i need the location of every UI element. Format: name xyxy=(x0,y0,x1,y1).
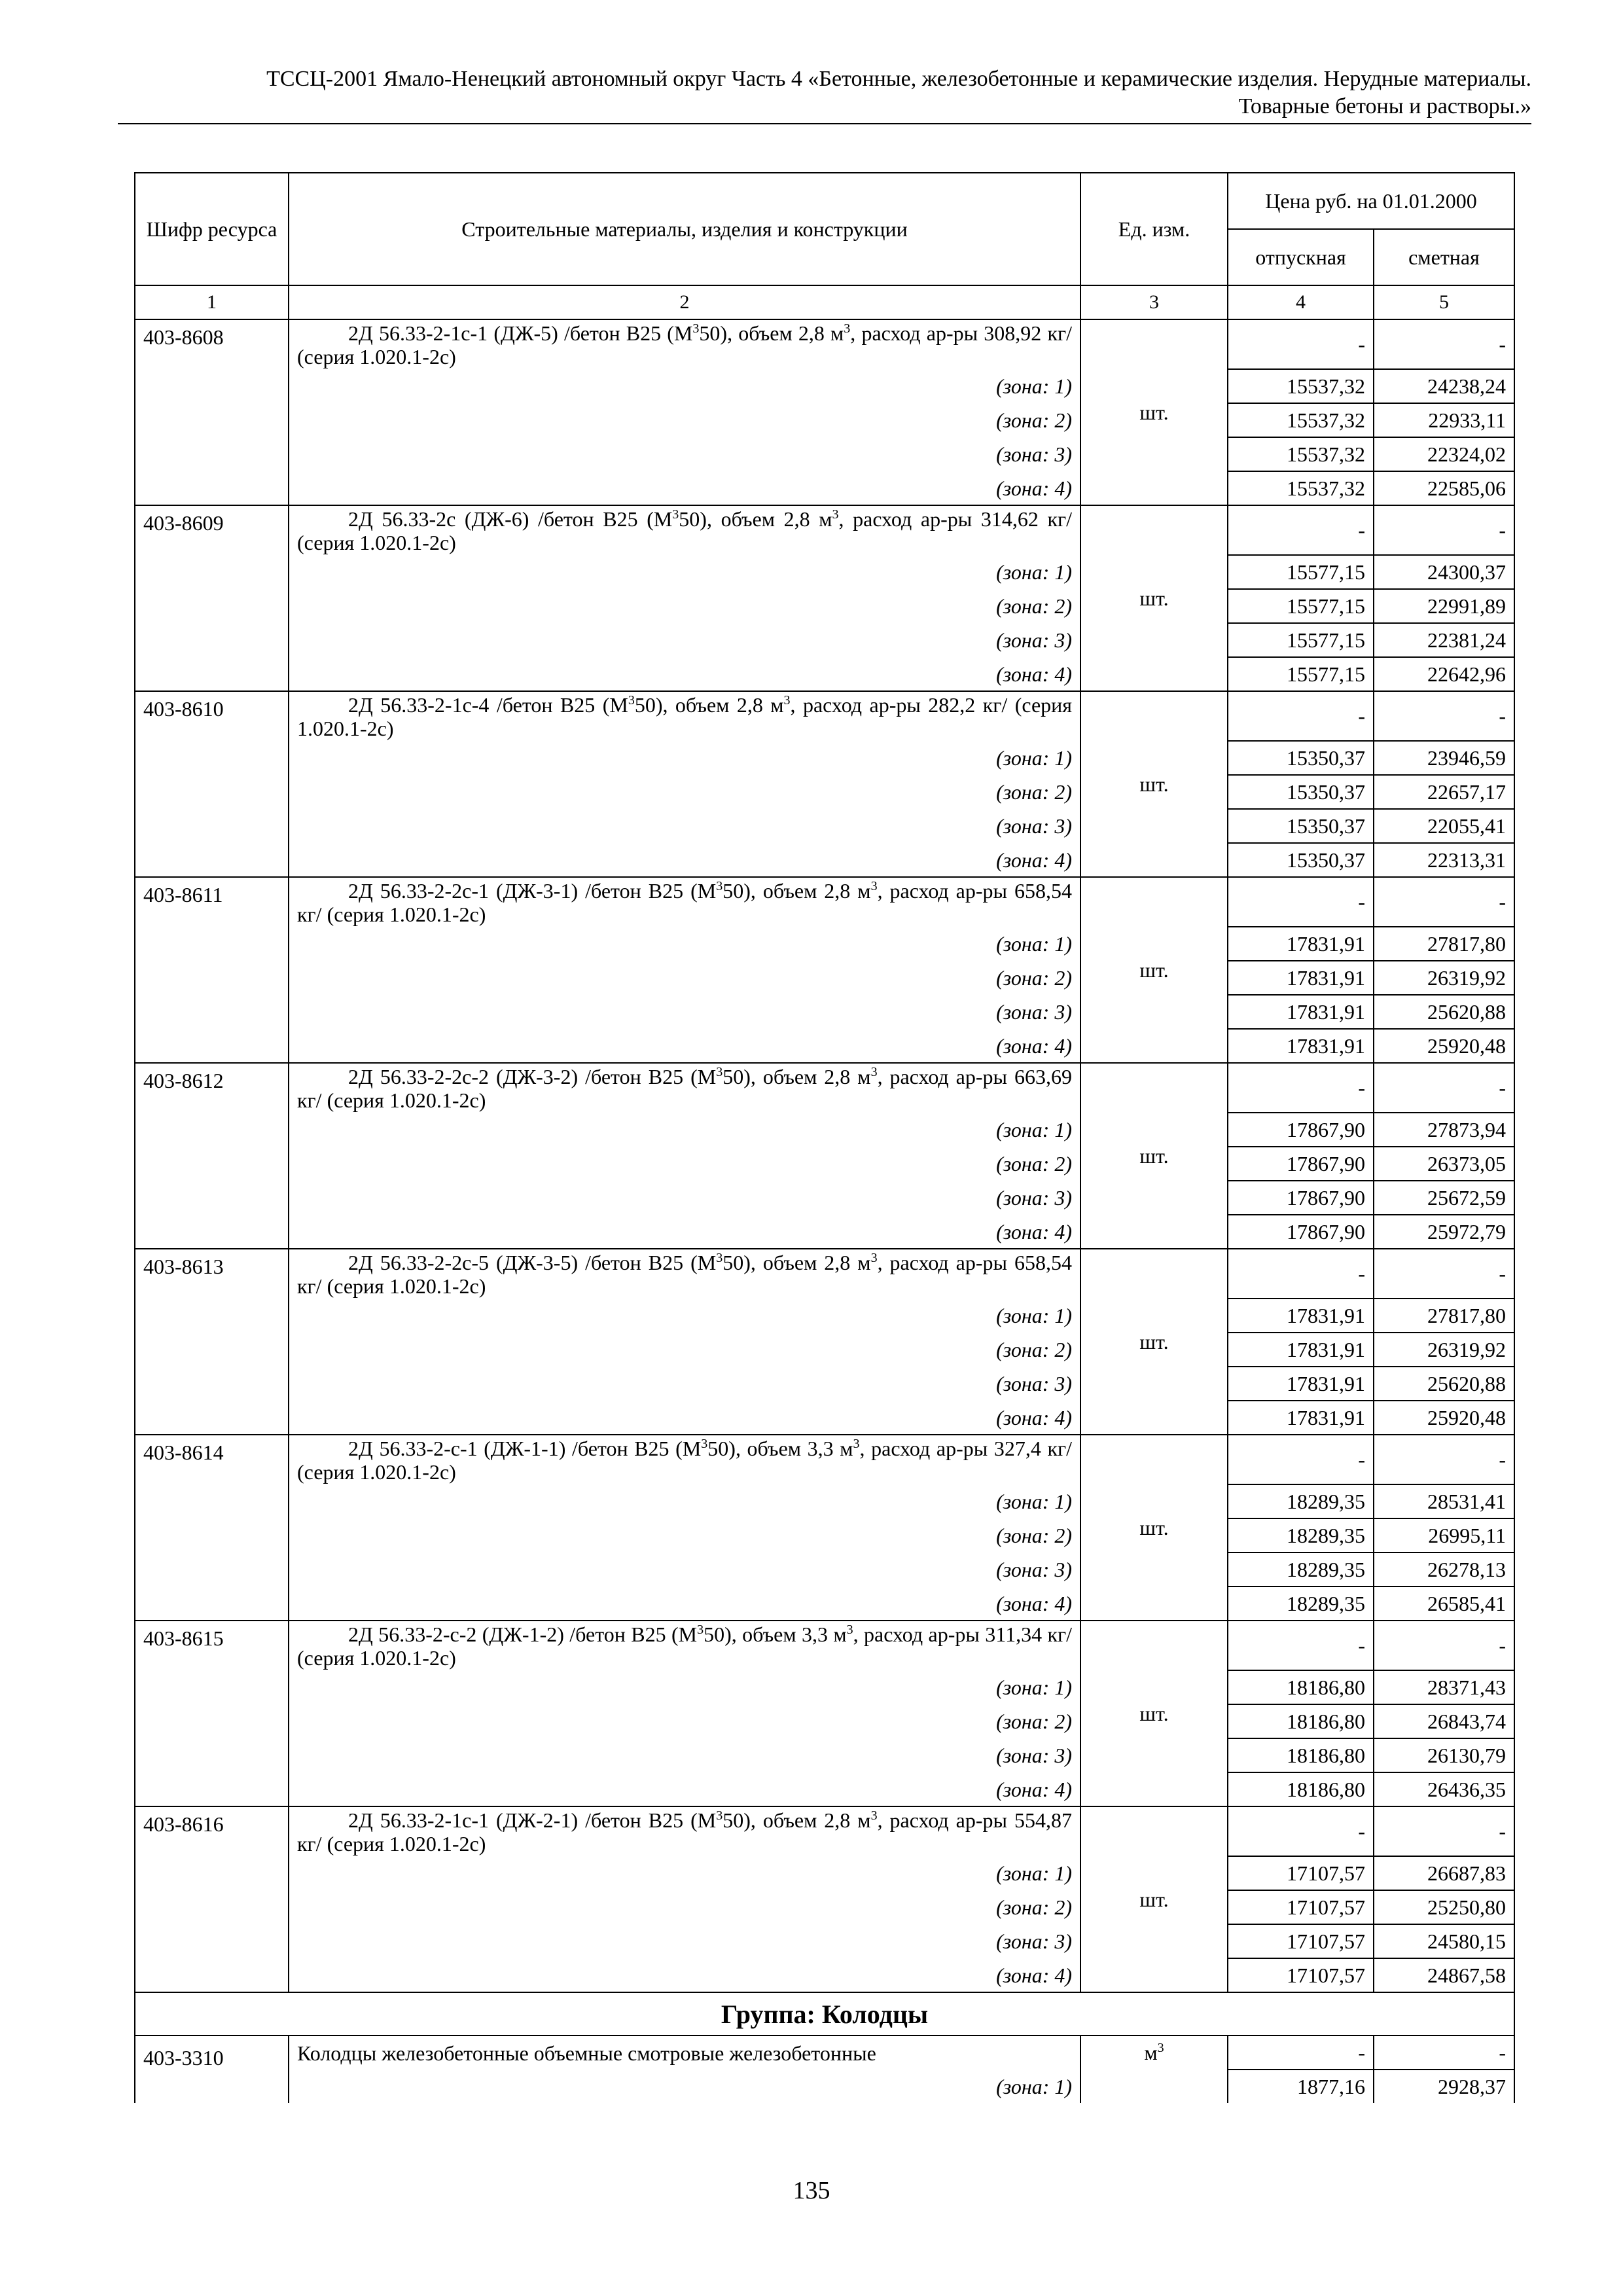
release-price: 17867,90 xyxy=(1228,1113,1374,1147)
release-price: 17831,91 xyxy=(1228,995,1374,1029)
zone-row xyxy=(135,1856,1514,1890)
estimate-price: 22055,41 xyxy=(1374,809,1514,843)
superscript: 3 xyxy=(832,507,839,522)
resource-code: 403-8610 xyxy=(135,691,289,877)
resource-code: 403-8615 xyxy=(135,1621,289,1806)
release-price-empty: - xyxy=(1228,877,1374,927)
zone-row xyxy=(135,1333,1514,1367)
release-price-empty: - xyxy=(1228,2036,1374,2070)
item-description-part-1: 2Д 56.33-2с (ДЖ-6) /бетон В25 (М xyxy=(348,507,673,531)
estimate-price: 22933,11 xyxy=(1374,403,1514,437)
estimate-price: 24580,15 xyxy=(1374,1924,1514,1958)
estimate-price: 23946,59 xyxy=(1374,741,1514,775)
superscript: 3 xyxy=(853,1436,860,1451)
estimate-price: 22642,96 xyxy=(1374,657,1514,691)
group-row xyxy=(135,1992,1514,2036)
zone-row xyxy=(135,1587,1514,1621)
zone-label: (зона: 1) xyxy=(289,1299,1080,1333)
release-price-empty: - xyxy=(1228,1249,1374,1299)
estimate-price: 22657,17 xyxy=(1374,775,1514,809)
release-price: 18289,35 xyxy=(1228,1587,1374,1621)
release-price: 17831,91 xyxy=(1228,1367,1374,1401)
zone-label: (зона: 3) xyxy=(289,995,1080,1029)
zone-row xyxy=(135,1924,1514,1958)
item-description-part-2: 50), объем 2,8 м xyxy=(722,1250,871,1274)
resource-code: 403-8616 xyxy=(135,1806,289,1992)
zone-row xyxy=(135,1890,1514,1924)
item-description-part-1: 2Д 56.33-2-2с-2 (ДЖ-3-2) /бетон В25 (М xyxy=(348,1064,717,1088)
zone-label: (зона: 2) xyxy=(289,589,1080,623)
release-price: 15537,32 xyxy=(1228,369,1374,403)
estimate-price-empty: - xyxy=(1374,1435,1514,1484)
zone-row xyxy=(135,1029,1514,1063)
superscript: 3 xyxy=(870,878,878,893)
superscript: 3 xyxy=(870,1250,878,1265)
unit-cell: шт. xyxy=(1080,1435,1228,1621)
release-price: 18186,80 xyxy=(1228,1704,1374,1738)
unit-cell: шт. xyxy=(1080,505,1228,691)
zone-label: (зона: 3) xyxy=(289,437,1080,471)
item-description-part-1: 2Д 56.33-2-1с-4 /бетон В25 (М xyxy=(348,692,628,717)
table-row xyxy=(135,1621,1514,1670)
release-price: 18289,35 xyxy=(1228,1484,1374,1518)
item-description-part-2: 50), объем 2,8 м xyxy=(722,1064,871,1088)
item-description xyxy=(289,691,1080,741)
estimate-price-empty: - xyxy=(1374,1063,1514,1113)
superscript: 3 xyxy=(628,692,635,708)
zone-row xyxy=(135,1518,1514,1552)
zone-label: (зона: 1) xyxy=(289,369,1080,403)
zone-row xyxy=(135,555,1514,589)
estimate-price: 22991,89 xyxy=(1374,589,1514,623)
superscript: 3 xyxy=(716,1064,723,1079)
release-price-empty: - xyxy=(1228,1621,1374,1670)
estimate-price-empty: - xyxy=(1374,2036,1514,2070)
unit-cell: шт. xyxy=(1080,877,1228,1063)
unit-cell: шт. xyxy=(1080,1249,1228,1435)
zone-label: (зона: 2) xyxy=(289,1518,1080,1552)
superscript: 3 xyxy=(844,321,851,336)
release-price: 18186,80 xyxy=(1228,1670,1374,1704)
estimate-price: 28371,43 xyxy=(1374,1670,1514,1704)
zone-label: (зона: 3) xyxy=(289,1924,1080,1958)
header-line-2: Товарные бетоны и растворы.» xyxy=(1238,94,1531,118)
zone-row xyxy=(135,1552,1514,1587)
release-price: 15350,37 xyxy=(1228,843,1374,877)
estimate-price: 25620,88 xyxy=(1374,995,1514,1029)
release-price: 17867,90 xyxy=(1228,1181,1374,1215)
resource-code: 403-8608 xyxy=(135,319,289,505)
zone-label: (зона: 1) xyxy=(289,1856,1080,1890)
item-description xyxy=(289,1063,1080,1113)
estimate-price-empty: - xyxy=(1374,877,1514,927)
estimate-price: 22381,24 xyxy=(1374,623,1514,657)
estimate-price: 24867,58 xyxy=(1374,1958,1514,1992)
item-description-part-3: , расход ар-ры 308,92 кг/ (серия 1.020.1-2с) xyxy=(297,321,1073,368)
table-row xyxy=(135,319,1514,369)
release-price: 15537,32 xyxy=(1228,403,1374,437)
release-price: 15350,37 xyxy=(1228,775,1374,809)
item-description-part-3: , расход ар-ры 311,34 кг/ (серия 1.020.1-2с) xyxy=(297,1622,1073,1670)
estimate-price-empty: - xyxy=(1374,1806,1514,1856)
estimate-price: 26130,79 xyxy=(1374,1738,1514,1772)
zone-row xyxy=(135,1772,1514,1806)
release-price: 18289,35 xyxy=(1228,1518,1374,1552)
estimate-price: 22313,31 xyxy=(1374,843,1514,877)
resource-code: 403-8613 xyxy=(135,1249,289,1435)
unit-cell xyxy=(1080,2036,1228,2103)
table-row xyxy=(135,2036,1514,2070)
estimate-price: 24300,37 xyxy=(1374,555,1514,589)
release-price: 17831,91 xyxy=(1228,927,1374,961)
page-number: 135 xyxy=(793,2177,830,2204)
zone-label: (зона: 4) xyxy=(289,1587,1080,1621)
estimate-price: 24238,24 xyxy=(1374,369,1514,403)
zone-label: (зона: 4) xyxy=(289,471,1080,505)
estimate-price: 2928,37 xyxy=(1374,2070,1514,2103)
superscript: 3 xyxy=(692,321,700,336)
unit-text: м xyxy=(1144,2041,1158,2064)
release-price: 15577,15 xyxy=(1228,657,1374,691)
zone-label: (зона: 2) xyxy=(289,1890,1080,1924)
zone-label: (зона: 3) xyxy=(289,1738,1080,1772)
estimate-price: 27817,80 xyxy=(1374,1299,1514,1333)
zone-label: (зона: 4) xyxy=(289,1029,1080,1063)
table-row xyxy=(135,691,1514,741)
zone-row xyxy=(135,369,1514,403)
unit-cell: шт. xyxy=(1080,1806,1228,1992)
item-description-part-3: , расход ар-ры 314,62 кг/ (серия 1.020.1-2с) xyxy=(297,507,1072,554)
col-number-3: 3 xyxy=(1080,285,1228,319)
item-description-part-3: , расход ар-ры 282,2 кг/ (серия 1.020.1-2с) xyxy=(297,692,1073,740)
item-description xyxy=(289,505,1080,555)
item-description-part-2: 50), объем 3,3 м xyxy=(707,1436,853,1460)
estimate-price: 25972,79 xyxy=(1374,1215,1514,1249)
col-release-header: отпускная xyxy=(1228,229,1374,285)
superscript: 3 xyxy=(701,1436,708,1451)
item-description-part-2: 50), объем 2,8 м xyxy=(679,507,832,531)
estimate-price: 26373,05 xyxy=(1374,1147,1514,1181)
release-price-empty: - xyxy=(1228,1806,1374,1856)
table-row xyxy=(135,1249,1514,1299)
zone-label: (зона: 3) xyxy=(289,623,1080,657)
item-description-part-3: , расход ар-ры 658,54 кг/ (серия 1.020.1-2с) xyxy=(297,1250,1073,1298)
item-description-part-2: 50), объем 2,8 м xyxy=(634,692,784,717)
resource-code: 403-8609 xyxy=(135,505,289,691)
estimate-price-empty: - xyxy=(1374,319,1514,369)
release-price: 17831,91 xyxy=(1228,1299,1374,1333)
superscript: 3 xyxy=(716,1808,723,1823)
col-number-2: 2 xyxy=(289,285,1080,319)
zone-row xyxy=(135,927,1514,961)
zone-label: (зона: 1) xyxy=(289,1484,1080,1518)
table-header xyxy=(135,173,1514,319)
item-description-part-2: 50), объем 2,8 м xyxy=(722,878,871,903)
estimate-price: 26585,41 xyxy=(1374,1587,1514,1621)
release-price-empty: - xyxy=(1228,1435,1374,1484)
col-estimate-header: сметная xyxy=(1374,229,1514,285)
zone-label: (зона: 4) xyxy=(289,1958,1080,1992)
col-number-5: 5 xyxy=(1374,285,1514,319)
zone-label: (зона: 1) xyxy=(289,1670,1080,1704)
zone-label: (зона: 1) xyxy=(289,927,1080,961)
item-description xyxy=(289,1806,1080,1856)
col-code-header: Шифр ресурса xyxy=(135,173,289,285)
price-table xyxy=(134,172,1515,2103)
item-description-part-2: 50), объем 3,3 м xyxy=(704,1622,847,1646)
group-title: Группа: Колодцы xyxy=(135,1992,1514,2036)
estimate-price: 26278,13 xyxy=(1374,1552,1514,1587)
estimate-price: 25620,88 xyxy=(1374,1367,1514,1401)
zone-label: (зона: 2) xyxy=(289,1704,1080,1738)
zone-label: (зона: 1) xyxy=(289,741,1080,775)
resource-code: 403-8612 xyxy=(135,1063,289,1249)
zone-row xyxy=(135,657,1514,691)
zone-row xyxy=(135,1367,1514,1401)
superscript: 3 xyxy=(870,1064,878,1079)
zone-row xyxy=(135,1704,1514,1738)
zone-label: (зона: 2) xyxy=(289,775,1080,809)
table-row xyxy=(135,1063,1514,1113)
release-price: 17867,90 xyxy=(1228,1215,1374,1249)
zone-label: (зона: 3) xyxy=(289,1552,1080,1587)
release-price: 17107,57 xyxy=(1228,1890,1374,1924)
item-description-part-3: , расход ар-ры 554,87 кг/ (серия 1.020.1-2с) xyxy=(297,1808,1073,1856)
estimate-price: 26319,92 xyxy=(1374,961,1514,995)
zone-label: (зона: 4) xyxy=(289,657,1080,691)
release-price: 17831,91 xyxy=(1228,1029,1374,1063)
zone-label: (зона: 4) xyxy=(289,843,1080,877)
unit-cell: шт. xyxy=(1080,1621,1228,1806)
release-price: 1877,16 xyxy=(1228,2070,1374,2103)
release-price: 17831,91 xyxy=(1228,1333,1374,1367)
release-price-empty: - xyxy=(1228,505,1374,555)
zone-label: (зона: 1) xyxy=(289,1113,1080,1147)
item-description-part-1: 2Д 56.33-2-с-1 (ДЖ-1-1) /бетон В25 (М xyxy=(348,1436,702,1460)
col-number-4: 4 xyxy=(1228,285,1374,319)
item-description xyxy=(289,319,1080,369)
superscript: 3 xyxy=(716,1250,723,1265)
estimate-price: 27817,80 xyxy=(1374,927,1514,961)
resource-code: 403-8611 xyxy=(135,877,289,1063)
item-description xyxy=(289,1249,1080,1299)
col-name-header: Строительные материалы, изделия и конструкции xyxy=(289,173,1080,285)
zone-row xyxy=(135,1299,1514,1333)
release-price: 15577,15 xyxy=(1228,589,1374,623)
release-price-empty: - xyxy=(1228,1063,1374,1113)
estimate-price: 22585,06 xyxy=(1374,471,1514,505)
estimate-price: 22324,02 xyxy=(1374,437,1514,471)
zone-row xyxy=(135,1401,1514,1435)
header-divider xyxy=(118,123,1531,124)
release-price: 18186,80 xyxy=(1228,1738,1374,1772)
release-price-empty: - xyxy=(1228,319,1374,369)
item-description: Колодцы железобетонные объемные смотровые железобетонные xyxy=(289,2036,1080,2070)
zone-row xyxy=(135,995,1514,1029)
release-price: 17831,91 xyxy=(1228,961,1374,995)
release-price: 15537,32 xyxy=(1228,471,1374,505)
estimate-price: 26319,92 xyxy=(1374,1333,1514,1367)
zone-row xyxy=(135,1484,1514,1518)
table-row xyxy=(135,1435,1514,1484)
release-price: 17867,90 xyxy=(1228,1147,1374,1181)
estimate-price-empty: - xyxy=(1374,1621,1514,1670)
zone-row xyxy=(135,1958,1514,1992)
estimate-price: 27873,94 xyxy=(1374,1113,1514,1147)
release-price: 15577,15 xyxy=(1228,623,1374,657)
zone-label: (зона: 3) xyxy=(289,1367,1080,1401)
resource-code: 403-8614 xyxy=(135,1435,289,1621)
zone-label: (зона: 4) xyxy=(289,1772,1080,1806)
item-description-part-2: 50), объем 2,8 м xyxy=(699,321,844,345)
superscript: 3 xyxy=(697,1622,704,1637)
zone-row xyxy=(135,1147,1514,1181)
item-description-part-3: , расход ар-ры 663,69 кг/ (серия 1.020.1-2с) xyxy=(297,1064,1073,1112)
table-row xyxy=(135,877,1514,927)
estimate-price: 26436,35 xyxy=(1374,1772,1514,1806)
header-line-1: ТССЦ-2001 Ямало-Ненецкий автономный округ Часть 4 «Бетонные, железобетонные и керамические изделия. Нерудные материалы. xyxy=(266,67,1531,91)
zone-row xyxy=(135,741,1514,775)
superscript: 3 xyxy=(716,878,723,893)
item-description xyxy=(289,877,1080,927)
zone-label: (зона: 2) xyxy=(289,403,1080,437)
item-description-part-2: 50), объем 2,8 м xyxy=(722,1808,871,1832)
release-price: 17107,57 xyxy=(1228,1958,1374,1992)
estimate-price: 26995,11 xyxy=(1374,1518,1514,1552)
zone-row xyxy=(135,589,1514,623)
release-price: 18186,80 xyxy=(1228,1772,1374,1806)
release-price-empty: - xyxy=(1228,691,1374,741)
col-unit-header: Ед. изм. xyxy=(1080,173,1228,285)
zone-label: (зона: 3) xyxy=(289,809,1080,843)
zone-row xyxy=(135,2070,1514,2103)
release-price: 15577,15 xyxy=(1228,555,1374,589)
superscript: 3 xyxy=(870,1808,878,1823)
table-row xyxy=(135,505,1514,555)
zone-label: (зона: 1) xyxy=(289,555,1080,589)
col-number-1: 1 xyxy=(135,285,289,319)
estimate-price: 25250,80 xyxy=(1374,1890,1514,1924)
release-price: 18289,35 xyxy=(1228,1552,1374,1587)
zone-row xyxy=(135,1670,1514,1704)
release-price: 15350,37 xyxy=(1228,741,1374,775)
zone-label: (зона: 3) xyxy=(289,1181,1080,1215)
zone-label: (зона: 2) xyxy=(289,1333,1080,1367)
item-description-part-3: , расход ар-ры 658,54 кг/ (серия 1.020.1-2с) xyxy=(297,878,1073,926)
zone-label: (зона: 2) xyxy=(289,1147,1080,1181)
release-price: 17107,57 xyxy=(1228,1924,1374,1958)
zone-row xyxy=(135,471,1514,505)
superscript: 3 xyxy=(783,692,791,708)
unit-cell: шт. xyxy=(1080,691,1228,877)
release-price: 17831,91 xyxy=(1228,1401,1374,1435)
estimate-price: 28531,41 xyxy=(1374,1484,1514,1518)
release-price: 17107,57 xyxy=(1228,1856,1374,1890)
item-description-part-1: 2Д 56.33-2-1с-1 (ДЖ-5) /бетон В25 (М xyxy=(348,321,693,345)
zone-row xyxy=(135,1113,1514,1147)
item-description xyxy=(289,1621,1080,1670)
item-description-part-3: , расход ар-ры 327,4 кг/ (серия 1.020.1-2с) xyxy=(297,1436,1073,1484)
item-description-part-1: 2Д 56.33-2-2с-1 (ДЖ-3-1) /бетон В25 (М xyxy=(348,878,717,903)
zone-label: (зона: 2) xyxy=(289,961,1080,995)
zone-row xyxy=(135,961,1514,995)
table-row xyxy=(135,1806,1514,1856)
zone-row xyxy=(135,1215,1514,1249)
item-description-part-1: 2Д 56.33-2-1с-1 (ДЖ-2-1) /бетон В25 (М xyxy=(348,1808,717,1832)
estimate-price: 26843,74 xyxy=(1374,1704,1514,1738)
zone-label: (зона: 4) xyxy=(289,1401,1080,1435)
item-description xyxy=(289,1435,1080,1484)
zone-row xyxy=(135,775,1514,809)
col-price-header: Цена руб. на 01.01.2000 xyxy=(1228,173,1514,229)
item-description-part-1: 2Д 56.33-2-2с-5 (ДЖ-3-5) /бетон В25 (М xyxy=(348,1250,717,1274)
estimate-price: 25920,48 xyxy=(1374,1029,1514,1063)
release-price: 15350,37 xyxy=(1228,809,1374,843)
zone-label: (зона: 4) xyxy=(289,1215,1080,1249)
zone-row xyxy=(135,1181,1514,1215)
table-body xyxy=(135,319,1514,2103)
estimate-price: 25672,59 xyxy=(1374,1181,1514,1215)
estimate-price-empty: - xyxy=(1374,1249,1514,1299)
zone-row xyxy=(135,1738,1514,1772)
superscript: 3 xyxy=(672,507,679,522)
estimate-price: 26687,83 xyxy=(1374,1856,1514,1890)
release-price: 15537,32 xyxy=(1228,437,1374,471)
zone-row xyxy=(135,843,1514,877)
page-header xyxy=(118,65,1531,120)
estimate-price: 25920,48 xyxy=(1374,1401,1514,1435)
superscript: 3 xyxy=(1157,2041,1164,2055)
zone-row xyxy=(135,403,1514,437)
zone-label: (зона: 1) xyxy=(289,2070,1080,2103)
zone-row xyxy=(135,809,1514,843)
resource-code: 403-3310 xyxy=(135,2036,289,2103)
estimate-price-empty: - xyxy=(1374,505,1514,555)
item-description-part-1: 2Д 56.33-2-с-2 (ДЖ-1-2) /бетон В25 (М xyxy=(348,1622,698,1646)
superscript: 3 xyxy=(846,1622,853,1637)
unit-cell: шт. xyxy=(1080,319,1228,505)
estimate-price-empty: - xyxy=(1374,691,1514,741)
unit-cell: шт. xyxy=(1080,1063,1228,1249)
zone-row xyxy=(135,437,1514,471)
zone-row xyxy=(135,623,1514,657)
